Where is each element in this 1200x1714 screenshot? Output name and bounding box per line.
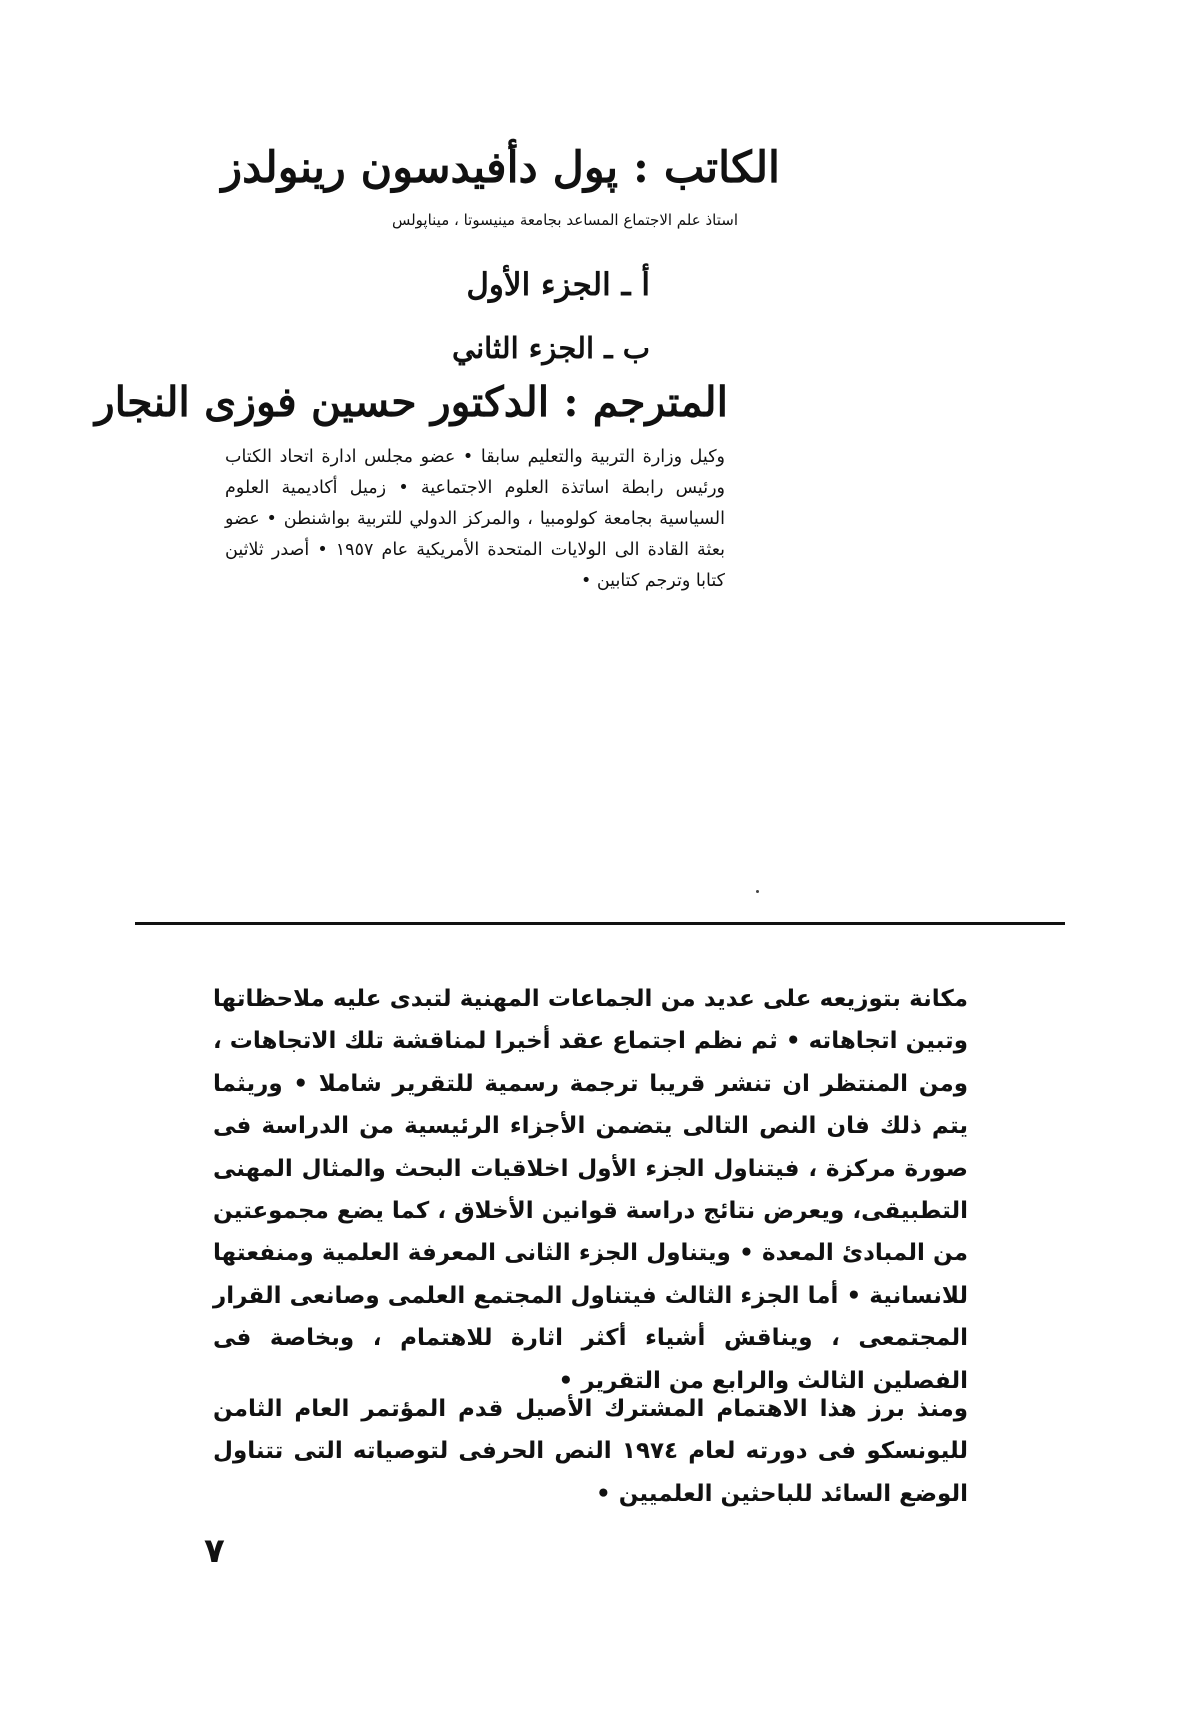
author-heading: الكاتب : پول دأفيدسون رينولدز [221,143,780,193]
translator-heading: المترجم : الدكتور حسين فوزى النجار [94,378,728,426]
print-speck [756,890,759,893]
body-paragraph-1: مكانة بتوزيعه على عديد من الجماعات المهنية لتبدى عليه ملاحظاتها وتبين اتجاهاته • ثم نظم اجتماع عقد أخيرا لمناقشة تلك الاتجاهات ، ومن المنتظر ان تنشر قريبا ترجمة رسمية للتقرير شاملا • وريثما يتم ذلك فان النص التالى يتضمن الأجزاء الرئيسية من الدراسة فى صورة مركزة ، فيتناول الجزء الأول اخلاقيات البحث والمثال المهنى التطبيقى، ويعرض نتائج دراسة قوانين الأخلاق ، كما يضع مجموعتين من المبادئ المعدة • ويتناول الجزء الثانى المعرفة العلمية ومنفعتها للانسانية • أما الجزء الثالث فيتناول المجتمع العلمى وصانعى القرار المجتمعى ، ويناقش أشياء أكثر اثارة للاهتمام ، وبخاصة فى الفصلين الثالث والرابع من التقرير • [213,986,968,1394]
section-divider [135,922,1065,925]
translator-bio: وكيل وزارة التربية والتعليم سابقا • عضو مجلس ادارة اتحاد الكتاب ورئيس رابطة اساتذة العلوم الاجتماعية • زميل أكاديمية العلوم السياسية بجامعة كولومبيا ، والمركز الدولي للتربية بواشنطن • عضو بعثة القادة الى الولايات المتحدة الأمريكية عام ١٩٥٧ • أصدر ثلاثين كتابا وترجم كتابين • [225,447,726,591]
author-affiliation: استاذ علم الاجتماع المساعد بجامعة مينيسوتا ، ميناپولس [391,211,738,229]
body-paragraph-2: ومنذ برز هذا الاهتمام المشترك الأصيل قدم المؤتمر العام الثامن لليونسكو فى دورته لعام ١٩٧٤ النص الحرفى لتوصياته التى تتناول الوضع السائد للباحثين العلميين • [213,1396,968,1507]
part-two-label: ب ـ الجزء الثاني [451,331,650,365]
page-number: ٧ [204,1531,225,1571]
part-one-label: أ ـ الجزء الأول [466,267,650,303]
